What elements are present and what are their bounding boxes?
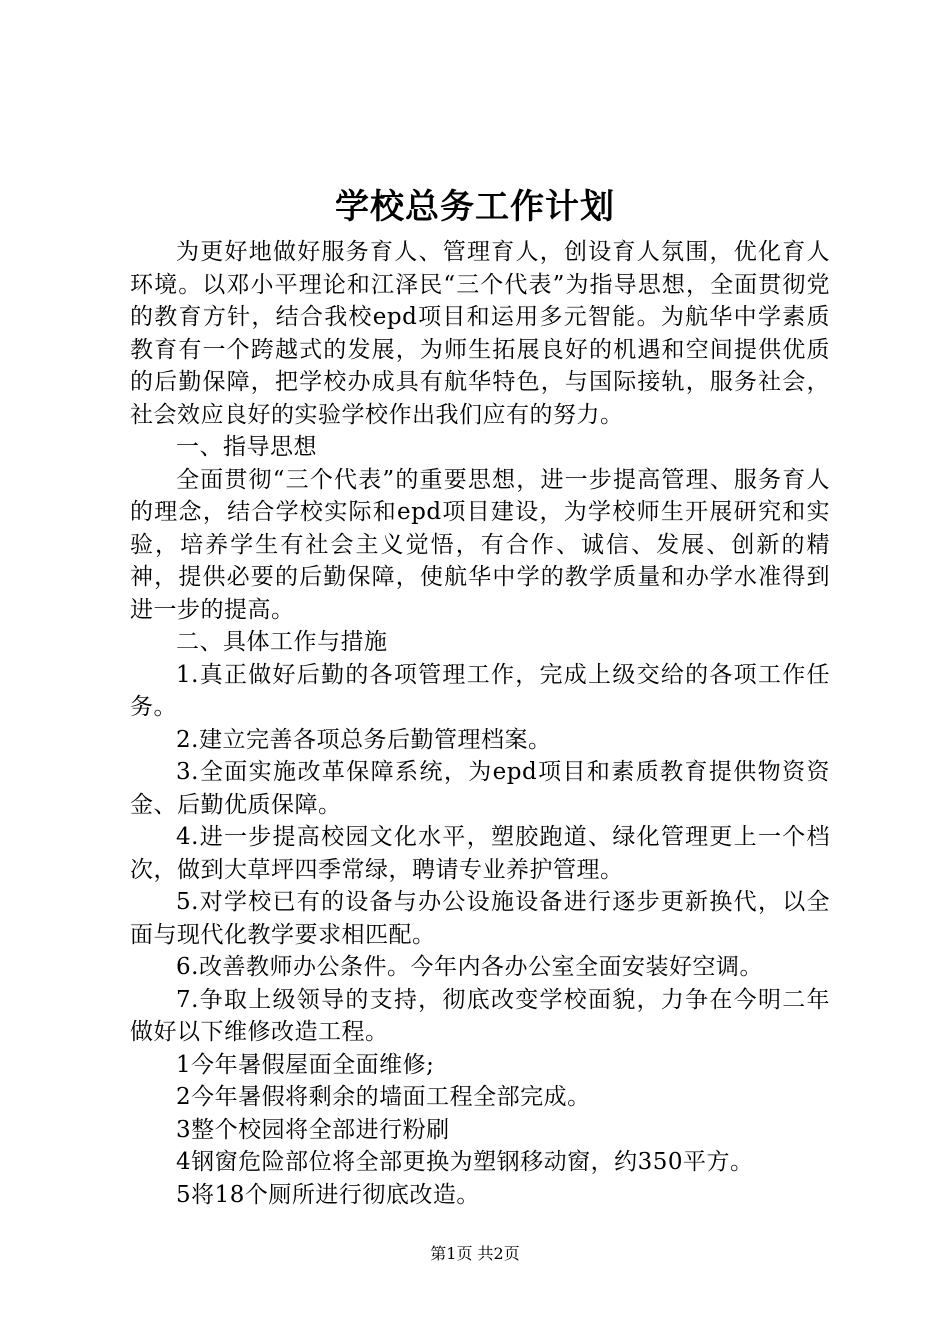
document-title: 学校总务工作计划: [335, 187, 615, 227]
sub-list-item: 4钢窗危险部位将全部更换为塑钢移动窗，约350平方。: [176, 1149, 754, 1175]
paragraph: 全面贯彻“三个代表”的重要思想，进一步提高管理、服务育人的理念，结合学校实际和epd项目建设，为学校师生开展研究和实验，培养学生有社会主义觉悟，有合作、诚信、发展、创新的精神，提供必要的后勤保障，使航华中学的教学质量和办学水准得到进一步的提高。: [130, 466, 830, 623]
list-item: 5.对学校已有的设备与办公设施设备进行逐步更新换代，以全面与现代化教学要求相匹配。: [130, 889, 830, 948]
list-item: 1.真正做好后勤的各项管理工作，完成上级交给的各项工作任务。: [130, 661, 830, 720]
document-body: [130, 236, 830, 1211]
list-item: 2.建立完善各项总务后勤管理档案。: [176, 726, 552, 753]
sub-list-item: 1今年暑假屋面全面维修;: [176, 1051, 435, 1078]
sub-list-item: 3整个校园将全部进行粉刷: [176, 1116, 450, 1143]
list-item: 7.争取上级领导的支持，彻底改变学校面貌，力争在今明二年做好以下维修改造工程。: [130, 986, 830, 1045]
list-item: 4.进一步提高校园文化水平，塑胶跑道、绿化管理更上一个档次，做到大草坪四季常绿，聘请专业养护管理。: [130, 824, 830, 883]
sub-list-item: 2今年暑假将剩余的墙面工程全部完成。: [176, 1084, 591, 1110]
page-footer: 第1页 共2页: [430, 1244, 520, 1263]
section-heading: 一、指导思想: [176, 434, 317, 460]
sub-list-item: 5将18个厕所进行彻底改造。: [176, 1181, 480, 1208]
list-item: 3.全面实施改革保障系统，为epd项目和素质教育提供物资资金、后勤优质保障。: [130, 759, 830, 818]
paragraph: 为更好地做好服务育人、管理育人，创设育人氛围，优化育人环境。以邓小平理论和江泽民“三个代表”为指导思想，全面贯彻党的教育方针，结合我校epd项目和运用多元智能。为航华中学素质教育有一个跨越式的发展，为师生拓展良好的机遇和空间提供优质的后勤保障，把学校办成具有航华特色，与国际接轨，服务社会，社会效应良好的实验学校作出我们应有的努力。: [130, 239, 830, 428]
section-heading: 二、具体工作与措施: [176, 629, 388, 655]
list-item: 6.改善教师办公条件。今年内各办公室全面安装好空调。: [176, 954, 763, 980]
